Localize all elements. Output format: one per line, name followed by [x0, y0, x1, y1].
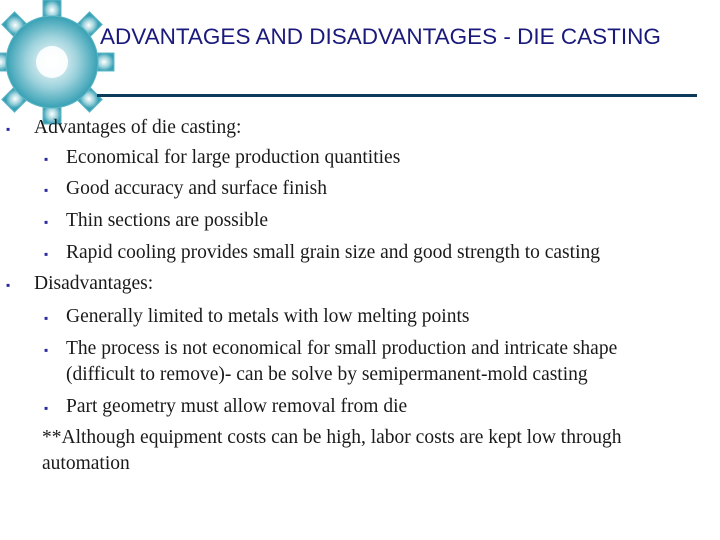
advantage-text: Rapid cooling provides small grain size and good strength to casting — [66, 242, 600, 263]
square-bullet-icon: ▪ — [6, 278, 11, 292]
note-line: **Although equipment costs can be high, labor costs are kept low through — [42, 427, 622, 448]
list-item-continuation — [66, 363, 588, 387]
square-bullet-icon: ▪ — [44, 215, 49, 229]
slide-title: ADVANTAGES AND DISADVANTAGES - DIE CASTING — [100, 24, 661, 49]
square-bullet-icon: ▪ — [6, 122, 11, 136]
square-bullet-icon: ▪ — [44, 152, 49, 166]
square-bullet-icon: ▪ — [44, 311, 49, 325]
advantages-heading: Advantages of die casting: — [34, 117, 242, 138]
list-item — [44, 241, 600, 265]
disadvantage-text: The process is not economical for small production and intricate shape — [66, 338, 618, 359]
disadvantages-heading-item — [6, 272, 154, 296]
list-item — [44, 209, 268, 233]
advantage-text: Economical for large production quantities — [66, 147, 401, 168]
square-bullet-icon: ▪ — [44, 247, 49, 261]
square-bullet-icon: ▪ — [44, 401, 49, 415]
advantages-heading-item — [6, 116, 242, 140]
disadvantage-text: (difficult to remove)- can be solve by semipermanent-mold casting — [66, 364, 588, 385]
list-item — [44, 305, 470, 329]
disadvantage-text: Part geometry must allow removal from die — [66, 396, 408, 417]
note-line: automation — [42, 453, 130, 474]
advantage-text: Thin sections are possible — [66, 210, 268, 231]
list-item — [44, 337, 618, 361]
square-bullet-icon: ▪ — [44, 343, 49, 357]
advantage-text: Good accuracy and surface finish — [66, 178, 327, 199]
automation-note — [42, 425, 708, 477]
list-item — [44, 177, 327, 201]
square-bullet-icon: ▪ — [44, 183, 49, 197]
list-item — [44, 395, 408, 419]
list-item — [44, 146, 401, 170]
title-divider — [97, 94, 697, 97]
disadvantages-heading: Disadvantages: — [34, 273, 154, 294]
disadvantage-text: Generally limited to metals with low melting points — [66, 306, 470, 327]
